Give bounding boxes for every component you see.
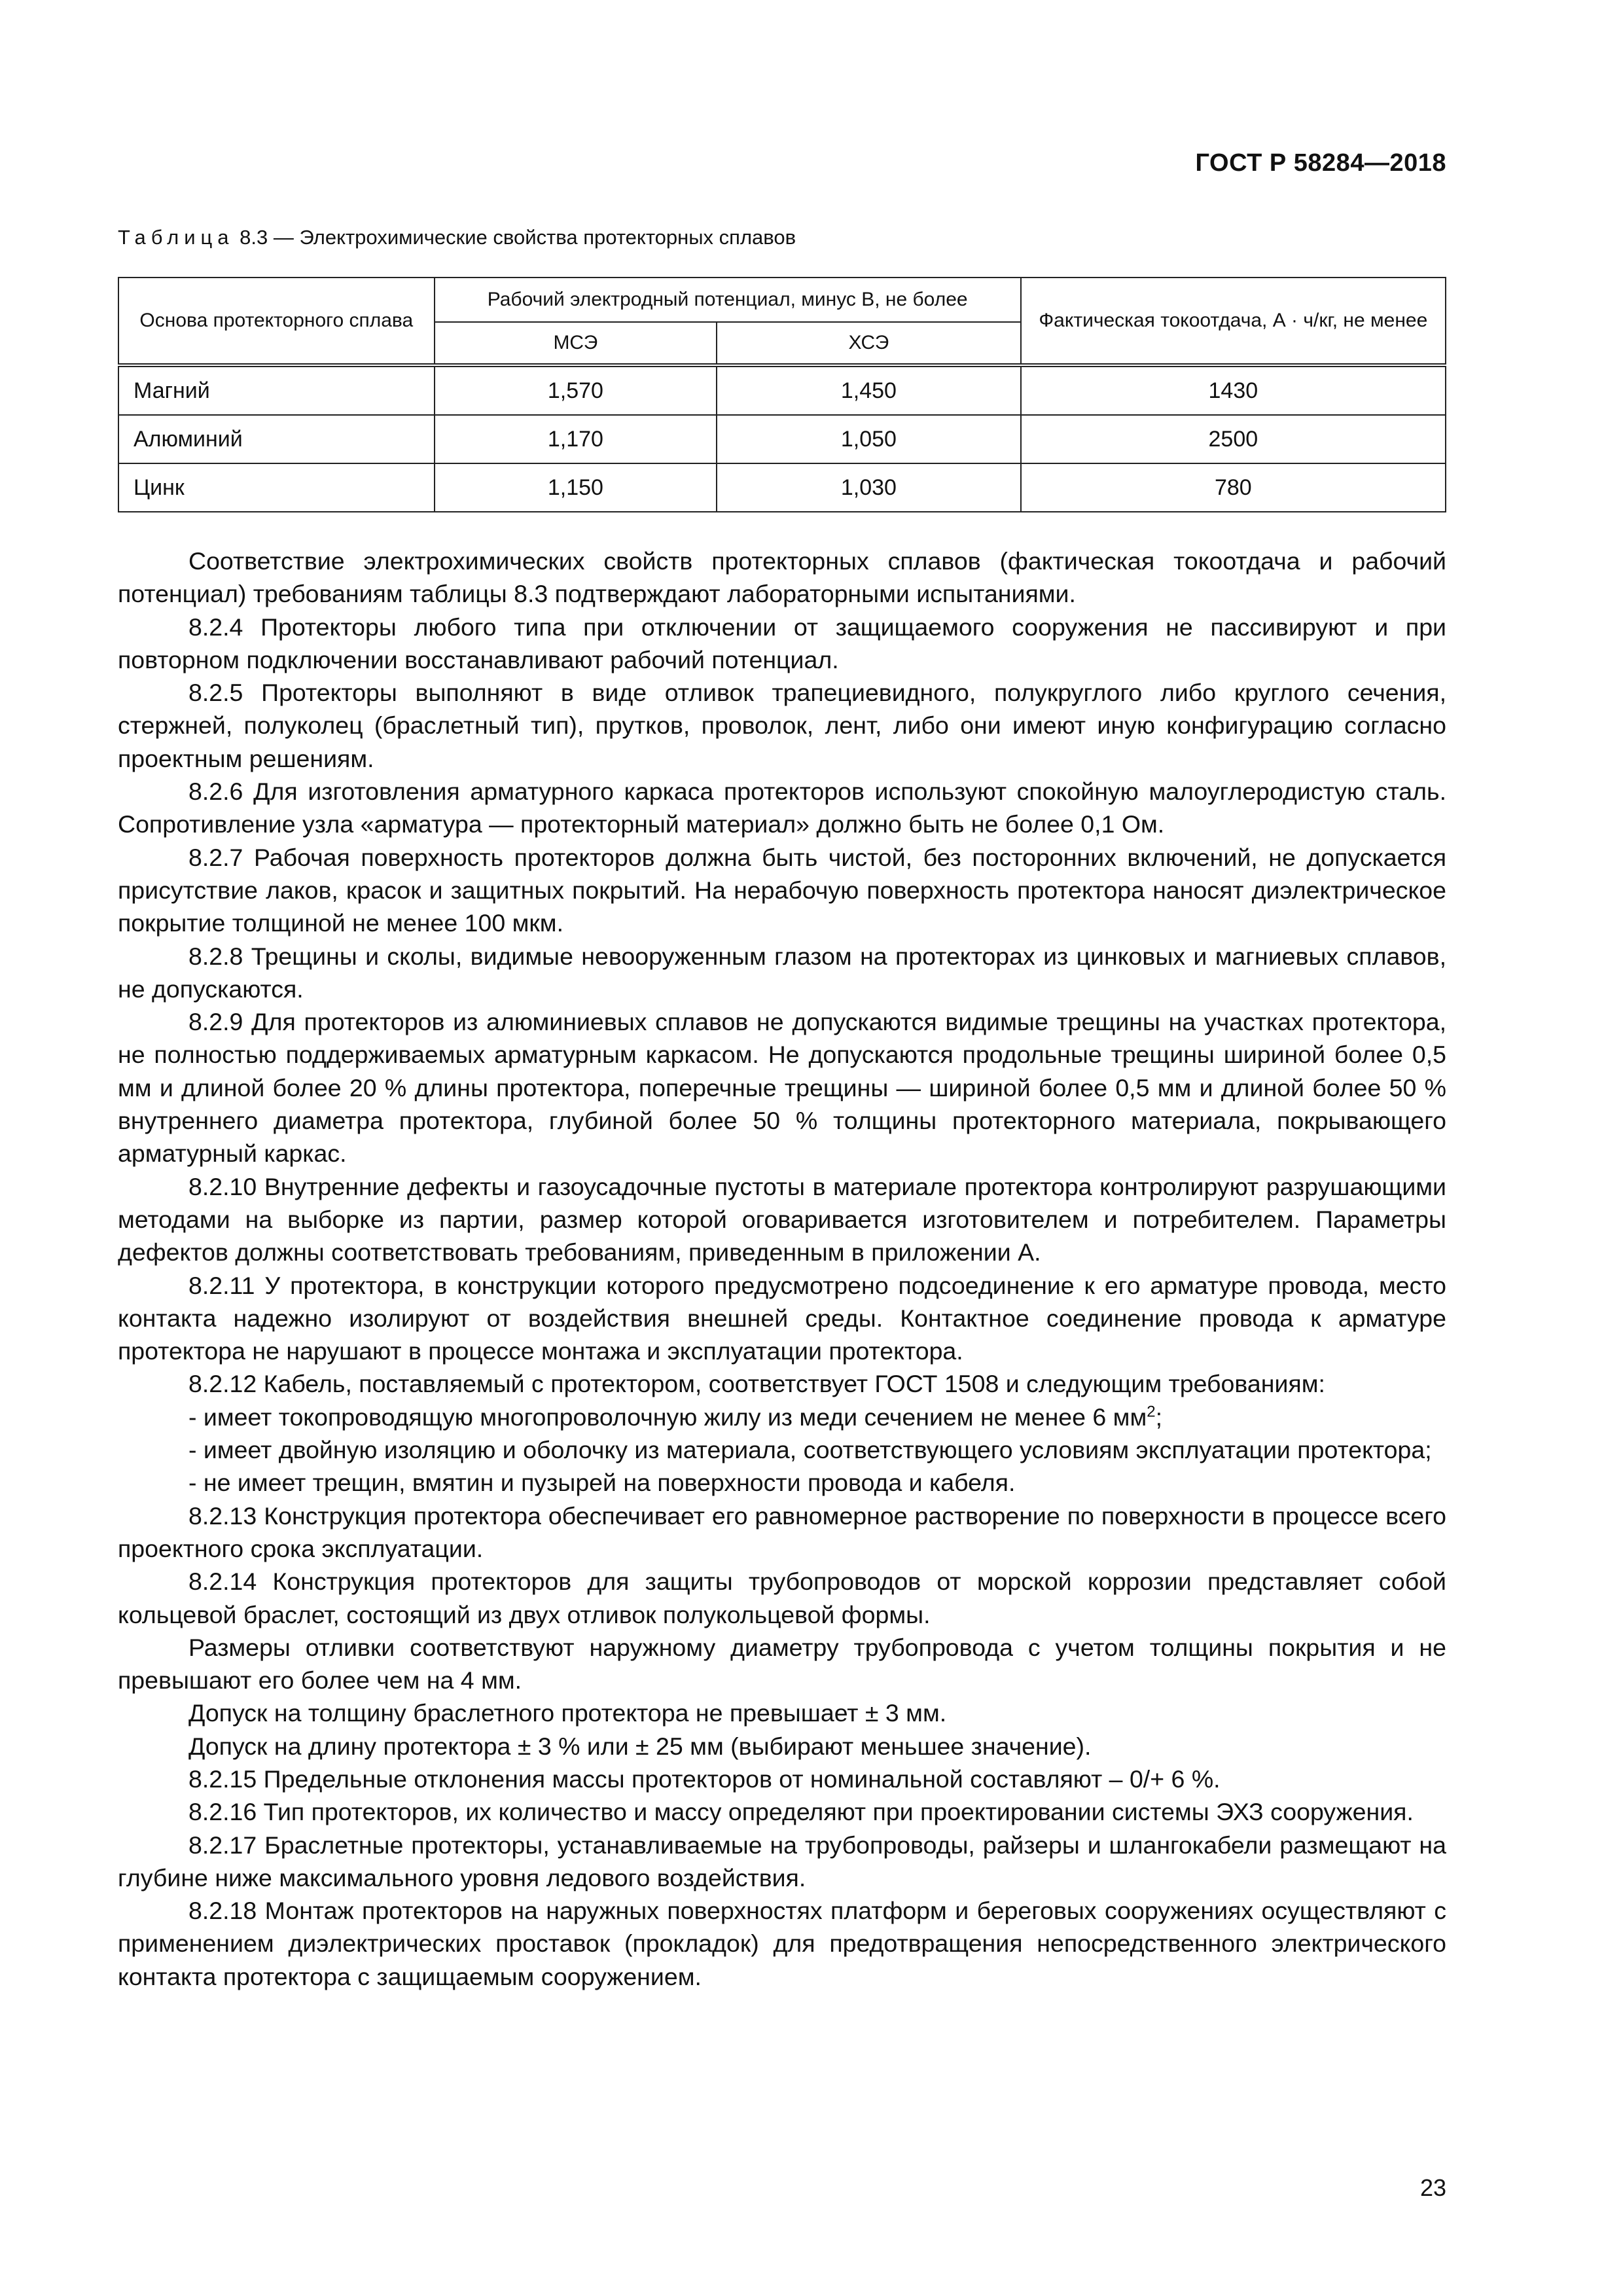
cable-requirement-end: ; [1155, 1403, 1163, 1431]
paragraph: 8.2.18 Монтаж протекторов на наружных поверхностях платформ и береговых сооружениях осуществляют с применением диэлектрических проставок (прокладок) для предотвращения непосредственного электрического контакта протектора с защищаемым сооружением. [118, 1897, 1446, 1990]
paragraph: 8.2.11 У протектора, в конструкции которого предусмотрено подсоединение к его арматуре провода, место контакта надежно изолируют от воздействия внешней среды. Контактное соединение провода к арматуре протектора не нарушают в процессе монтажа и эксплуатации протектора. [118, 1271, 1446, 1365]
col-header-current-output: Фактическая токоотдача, А · ч/кг, не менее [1021, 278, 1446, 365]
cell-alloy-name: Магний [118, 365, 435, 415]
cell-current: 2500 [1021, 415, 1446, 463]
paragraph: 8.2.16 Тип протекторов, их количество и массу определяют при проектировании системы ЭХЗ сооружения. [188, 1798, 1414, 1826]
cell-mse: 1,170 [435, 415, 717, 463]
paragraph: 8.2.14 Конструкция протекторов для защиты трубопроводов от морской коррозии представляет собой кольцевой браслет, состоящий из двух отливок полукольцевой формы. [118, 1568, 1446, 1628]
page-number: 23 [1419, 2174, 1446, 2201]
paragraph: 8.2.10 Внутренние дефекты и газоусадочные пустоты в материале протектора контролируют разрушающими методами на выборке из партии, размер которой оговаривается изготовителем и потребителем. Параметры дефектов должны соответствовать требованиям, приведенным в приложении А. [118, 1172, 1446, 1266]
cable-requirement [118, 1401, 1446, 1433]
protector-alloys-table [118, 277, 1446, 512]
paragraph: 8.2.7 Рабочая поверхность протекторов должна быть чистой, без посторонних включений, не допускается присутствие лаков, красок и защитных покрытий. На нерабочую поверхность протектора наносят диэлектрическое покрытие толщиной не менее 100 мкм. [118, 843, 1446, 937]
paragraph: 8.2.9 Для протекторов из алюминиевых сплавов не допускаются видимые трещины на участках протектора, не полностью поддерживаемых арматурным каркасом. Не допускаются продольные трещины шириной более 0,5 мм и длиной более 20 % длины протектора, поперечные трещины — шириной более 0,5 мм и длиной более 50 % внутреннего диаметра протектора, глубиной более 50 % толщины протекторного материала, покрывающего арматурный каркас. [118, 1008, 1446, 1168]
cable-requirement-text: - имеет токопроводящую многопроволочную жилу из меди сечением не менее 6 мм [188, 1403, 1147, 1431]
paragraph: 8.2.17 Браслетные протекторы, устанавливаемые на трубопроводы, райзеры и шлангокабели размещают на глубине ниже максимального уровня ледового воздействия. [118, 1831, 1446, 1892]
col-header-hse: ХСЭ [717, 322, 1020, 365]
cell-mse: 1,570 [435, 365, 717, 415]
paragraph: - не имеет трещин, вмятин и пузырей на поверхности провода и кабеля. [188, 1469, 1016, 1497]
cell-hse: 1,050 [717, 415, 1020, 463]
paragraph: Допуск на длину протектора ± 3 % или ± 25 мм (выбирают меньшее значение). [188, 1732, 1092, 1760]
body-text [118, 545, 1446, 1993]
table-caption [118, 226, 796, 249]
cell-current: 780 [1021, 463, 1446, 512]
superscript: 2 [1147, 1403, 1156, 1421]
cell-mse: 1,150 [435, 463, 717, 512]
cell-alloy-name: Цинк [118, 463, 435, 512]
cell-hse: 1,450 [717, 365, 1020, 415]
paragraph: 8.2.5 Протекторы выполняют в виде отливок трапециевидного, полукруглого либо круглого сечения, стержней, полуколец (браслетный тип), прутков, проволок, лент, либо они имеют иную конфигурацию согласно проектным решениям. [118, 679, 1446, 772]
table-caption-title: 8.3 — Электрохимические свойства протекторных сплавов [234, 226, 796, 249]
cell-alloy-name: Алюминий [118, 415, 435, 463]
paragraph: 8.2.6 Для изготовления арматурного каркаса протекторов используют спокойную малоуглеродистую сталь. Сопротивление узла «арматура — протекторный материал» должно быть не более 0,1 Ом. [118, 778, 1446, 838]
paragraph: 8.2.13 Конструкция протектора обеспечивает его равномерное растворение по поверхности в процессе всего проектного срока эксплуатации. [118, 1501, 1446, 1562]
paragraph: 8.2.4 Протекторы любого типа при отключении от защищаемого сооружения не пассивируют и при повторном подключении восстанавливают рабочий потенциал. [118, 613, 1446, 673]
paragraph: 8.2.8 Трещины и сколы, видимые невооруженным глазом на протекторах из цинковых и магниевых сплавов, не допускаются. [118, 942, 1446, 1003]
paragraph: Допуск на толщину браслетного протектора не превышает ± 3 мм. [188, 1699, 947, 1727]
paragraph: 8.2.12 Кабель, поставляемый с протектором, соответствует ГОСТ 1508 и следующим требованиям: [188, 1370, 1325, 1398]
paragraph: - имеет двойную изоляцию и оболочку из материала, соответствующего условиям эксплуатации протектора; [188, 1436, 1432, 1464]
cell-hse: 1,030 [717, 463, 1020, 512]
document-header: ГОСТ Р 58284—2018 [1195, 149, 1446, 177]
paragraph: Соответствие электрохимических свойств протекторных сплавов (фактическая токоотдача и рабочий потенциал) требованиям таблицы 8.3 подтверждают лабораторными испытаниями. [118, 547, 1446, 608]
table-caption-word: Таблица [118, 226, 234, 249]
paragraph: Размеры отливки соответствуют наружному диаметру трубопровода с учетом толщины покрытия и не превышают его более чем на 4 мм. [118, 1633, 1446, 1695]
col-header-mse: МСЭ [435, 322, 717, 365]
col-header-alloy-base: Основа протекторного сплава [118, 278, 435, 365]
col-header-potential: Рабочий электродный потенциал, минус В, не более [435, 278, 1021, 322]
table-row [118, 463, 1446, 512]
cell-current: 1430 [1021, 365, 1446, 415]
table-row [118, 415, 1446, 463]
table-row [118, 365, 1446, 415]
paragraph: 8.2.15 Предельные отклонения массы протекторов от номинальной составляют – 0/+ 6 %. [188, 1765, 1221, 1793]
